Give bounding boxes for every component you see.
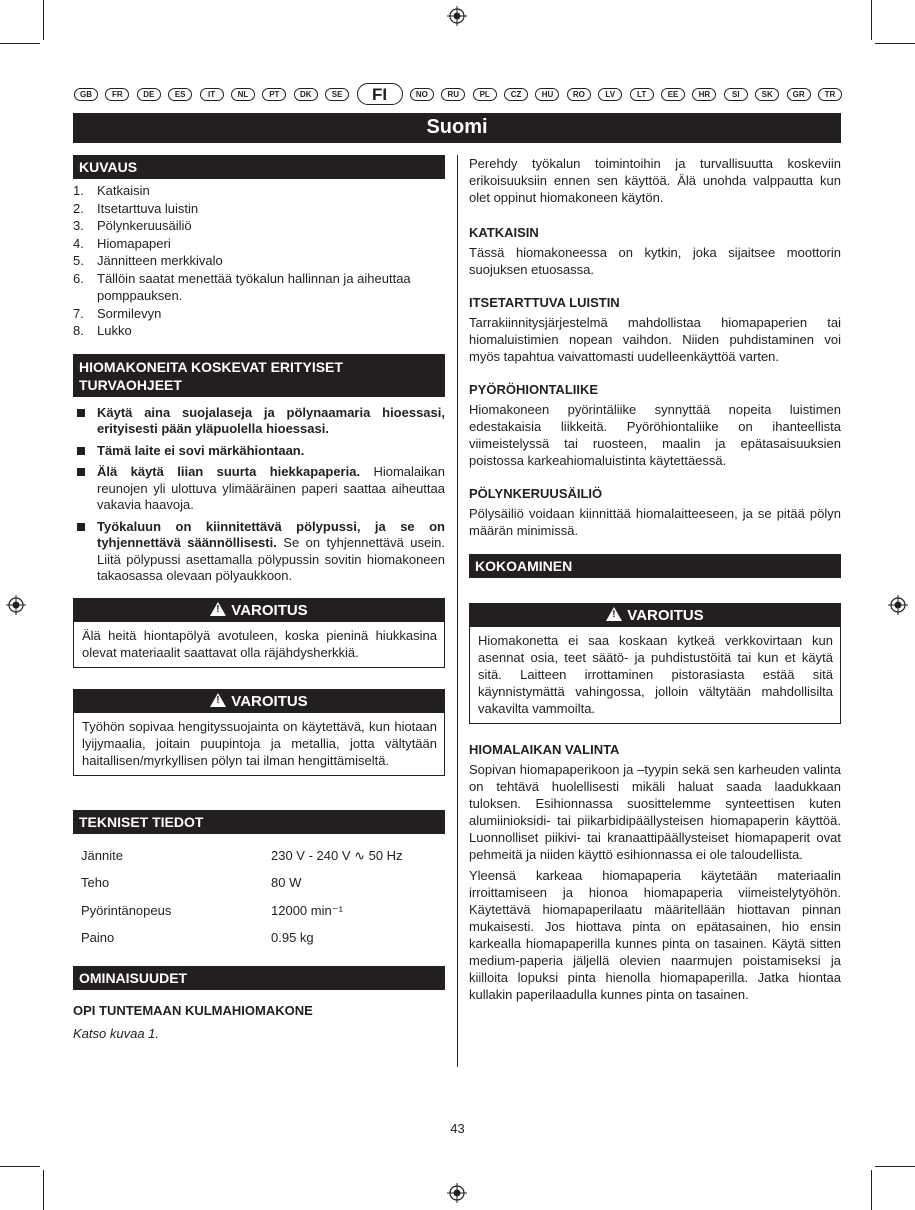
safety-item [73,443,445,460]
spec-table [73,848,445,958]
safety-list [73,405,445,585]
spec-value: 0.95 kg [271,930,314,945]
bullet-square-icon [77,409,85,417]
safety-item-rest: Se on tyhjennettävä usein. Liitä pölypussi asettamalla pölypussin sovitin hiomakoneen takaosassa olevaan pölyaukkoon. [97,535,445,583]
crop-mark [0,43,40,44]
crop-mark [0,1166,40,1167]
section-heading-tech: TEKNISET TIEDOT [73,810,445,834]
spec-value: 80 W [271,875,302,890]
list-item [73,270,445,305]
warning-header: ! VAROITUS [74,599,444,622]
list-item-text: Jännitteen merkkivalo [97,253,223,268]
safety-item-bold: Käytä aina suojalaseja ja pölynaamaria hioessasi, erityisesti pään yläpuolella hioessasi. [97,404,445,436]
list-item-text: Sormilevyn [97,305,162,321]
language-pill-gb: GB [74,88,98,101]
spec-value: 230 V - 240 V ∿ 50 Hz [271,847,403,863]
heading-katkaisin: KATKAISIN [469,225,539,240]
column-divider [457,155,458,1067]
heading-pyoro: PYÖRÖHIONTALIIKE [469,382,599,397]
list-item-text: Hiomapaperi [97,235,171,251]
spec-value: 12000 min⁻¹ [271,902,343,918]
spec-row [73,875,445,903]
safety-item-bold: Työkaluun on kiinnitettävä pölypussi, ja se on tyhjennettävä säännöllisesti. [97,518,445,550]
parts-list [73,182,445,340]
language-pill-ro: RO [567,88,591,101]
list-item [73,322,445,340]
language-pill-de: DE [137,88,161,101]
language-pill-it: IT [200,88,224,101]
language-pill-nl: NL [231,88,255,101]
warning-icon: ! [606,607,622,621]
crop-mark [871,0,872,40]
language-pill-si: SI [724,88,748,101]
intro-paragraph: Perehdy työkalun toimintoihin ja turvallisuutta koskeviin erikoisuuksiin ennen sen käyttöä. Älä unohda valppautta kun olet oppinut hiomakoneen käytön. [469,156,841,205]
section-heading-kuvaus: KUVAUS [73,155,445,179]
features-subheading: OPI TUNTEMAAN KULMAHIOMAKONE [73,1002,313,1018]
list-item [73,200,445,218]
crop-mark [875,1166,915,1167]
language-pill-hu: HU [535,88,559,101]
list-item-text: Itsetarttuva luistin [97,200,199,216]
warning-text: Älä heitä hiontapölyä avotuleen, koska pieninä hiukkasina olevat materiaalit saattavat olla räjähdysherkkiä. [82,627,437,660]
spec-label: Paino [81,930,115,945]
list-item-text: Lukko [97,323,132,338]
list-item [73,235,445,253]
features-note: Katso kuvaa 1. [73,1025,159,1041]
warning-box [469,603,841,724]
list-item-number: 7. [73,305,84,321]
language-pill-ee: EE [661,88,685,101]
language-pill-lv: LV [598,88,622,101]
safety-item-text [97,405,445,438]
language-pill-fr: FR [105,88,129,101]
language-pill-tr: TR [818,88,842,101]
section-heading-kokoaminen: KOKOAMINEN [469,554,841,578]
safety-item-text [97,443,304,460]
paragraph-valinta-1: Sopivan hiomapaperikoon ja –tyypin sekä sen karheuden valinta on tehtävä huolellisesti mikäli haluat saada laadukkaan tuloksen. Esihionnassa suosittelemme synteettisen kuten alumiinioksidi- tai piikarbidipäällysteisen hiomapaperin käyttöä. Luonnolliset piikivi- tai kranaattipäällysteiset hiomapaperit ovat pehmeitä ja niiden käyttö esihionnassa ei ole taloudellista. [469,762,841,862]
safety-item-bold: Tämä laite ei sovi märkähiontaan. [97,442,305,458]
language-pill-lt: LT [630,88,654,101]
language-pill-dk: DK [294,88,318,101]
list-item-number: 5. [73,253,84,268]
page-title: Suomi [73,113,841,143]
list-item-number: 3. [73,218,84,233]
warning-text: Hiomakonetta ei saa koskaan kytkeä verkkovirtaan kun asennat osia, teet säätö- ja puhdistustöitä tai kun et käytä sitä. Laitteen irrottaminen pistorasiasta estää sitä käynnistymättä vahingossa, jolloin vältytään mahdollisilta vakavilta vammoilta. [478,633,833,716]
registration-mark-icon [6,595,26,615]
bullet-square-icon [77,468,85,476]
language-pill-sk: SK [755,88,779,101]
language-pill-fi: FI [357,83,403,105]
spec-label: Pyörintänopeus [81,902,172,918]
language-selector [74,84,842,104]
page-number: 43 [450,1121,465,1136]
safety-item-text [97,464,445,514]
paragraph-katkaisin: Tässä hiomakoneessa on kytkin, joka sijaitsee moottorin suojuksen etuosassa. [469,245,841,277]
warning-text: Työhön sopivaa hengityssuojainta on käytettävä, kun hiotaan lyijymaalia, joitain puupintoja ja metallia, jotta vältytään haitallisen/myrkyllisen pölyn tai ilman hengittämiseltä. [82,718,437,768]
safety-item-rest: Hiomalaikan reunojen yli ulottuva ylimääräinen paperi saattaa aiheuttaa vakavia haavoja. [97,464,445,512]
warning-header: ! VAROITUS [470,604,840,627]
language-pill-no: NO [410,88,434,101]
right-column [469,155,841,1003]
list-item-number: 8. [73,323,84,338]
list-item-number: 6. [73,270,84,286]
paragraph-pyoro: Hiomakoneen pyörintäliike synnyttää nopeita luistimen edestakaisia liikkeitä. Pyöröhiontaliike on ihanteellista viimeistelyssä tai ruosteen, maalin ja epätasaisuuksien poistossa karkeahiomaluistinta käytettäessä. [469,402,841,468]
registration-mark-icon [888,595,908,615]
heading-valinta: HIOMALAIKAN VALINTA [469,742,620,757]
section-heading-features: OMINAISUUDET [73,966,445,990]
language-pill-pt: PT [262,88,286,101]
spec-label: Teho [81,875,110,890]
crop-mark [43,1170,44,1210]
warning-icon: ! [210,693,226,707]
safety-item [73,464,445,514]
language-pill-hr: HR [692,88,716,101]
list-item [73,252,445,270]
paragraph-luistin: Tarrakiinnitysjärjestelmä mahdollistaa hiomapaperien tai hiomaluistimien nopean vaihdon. Niiden puhdistaminen voi myös tapahtua vaivattomasti uudelleenkäyttöä varten. [469,315,841,364]
warning-box [73,598,445,668]
list-item [73,305,445,323]
warning-header: ! VAROITUS [74,690,444,713]
crop-mark [875,43,915,44]
spec-row [73,903,445,931]
bullet-square-icon [77,523,85,531]
list-item-number: 1. [73,183,84,198]
crop-mark [871,1170,872,1210]
list-item [73,217,445,235]
warning-box [73,689,445,776]
bullet-square-icon [77,447,85,455]
safety-item-text [97,519,445,585]
heading-luistin: ITSETARTTUVA LUISTIN [469,295,620,310]
list-item-text: Pölynkeruusäiliö [97,218,192,233]
paragraph-valinta-2: Yleensä karkeaa hiomapaperia käytetään materiaalin irroittamiseen ja hionoa hiomapaperia viimeistelytyöhön. Käytettävä hiomapaperilaatu määritellään hiottavan pinnan mukaisesti. Jos hiottava pinta on epätasainen, hio ensin karkealla hiomapaperilla kunnes pinta on tasainen. Käytä sitten medium-paperia jäljellä olevien naarmujen poistamiseksi ja kiilloita lopuksi pinta hienolla hiomapaperilla. Jatka hiontaa kullakin paperilaadulla kunnes pinta on tasainen. [469,868,841,1002]
list-item [73,182,445,200]
paragraph-poly: Pölysäiliö voidaan kiinnittää hiomalaitteeseen, ja se pitää pölyn määrän minimissä. [469,506,841,538]
list-item-text: Katkaisin [97,183,150,198]
language-pill-ru: RU [441,88,465,101]
language-pill-cz: CZ [504,88,528,101]
spec-label: Jännite [81,847,123,863]
safety-item [73,519,445,585]
section-heading-safety: HIOMAKONEITA KOSKEVAT ERITYISET TURVAOHJEET [73,354,445,397]
safety-item-bold: Älä käytä liian suurta hiekkapaperia. [97,464,361,479]
safety-item [73,405,445,438]
left-column [73,155,445,1042]
registration-mark-icon [447,1183,467,1203]
heading-poly: PÖLYNKERUUSÄILIÖ [469,486,603,501]
list-item-number: 2. [73,200,84,216]
spec-row [73,848,445,876]
crop-mark [43,0,44,40]
list-item-number: 4. [73,235,84,251]
language-pill-pl: PL [473,88,497,101]
warning-icon: ! [210,602,226,616]
language-pill-se: SE [325,88,349,101]
language-pill-gr: GR [787,88,811,101]
spec-row [73,930,445,958]
list-item-text: Tällöin saatat menettää työkalun hallinnan ja aiheuttaa pomppauksen. [97,270,411,303]
registration-mark-icon [447,6,467,26]
language-pill-es: ES [168,88,192,101]
